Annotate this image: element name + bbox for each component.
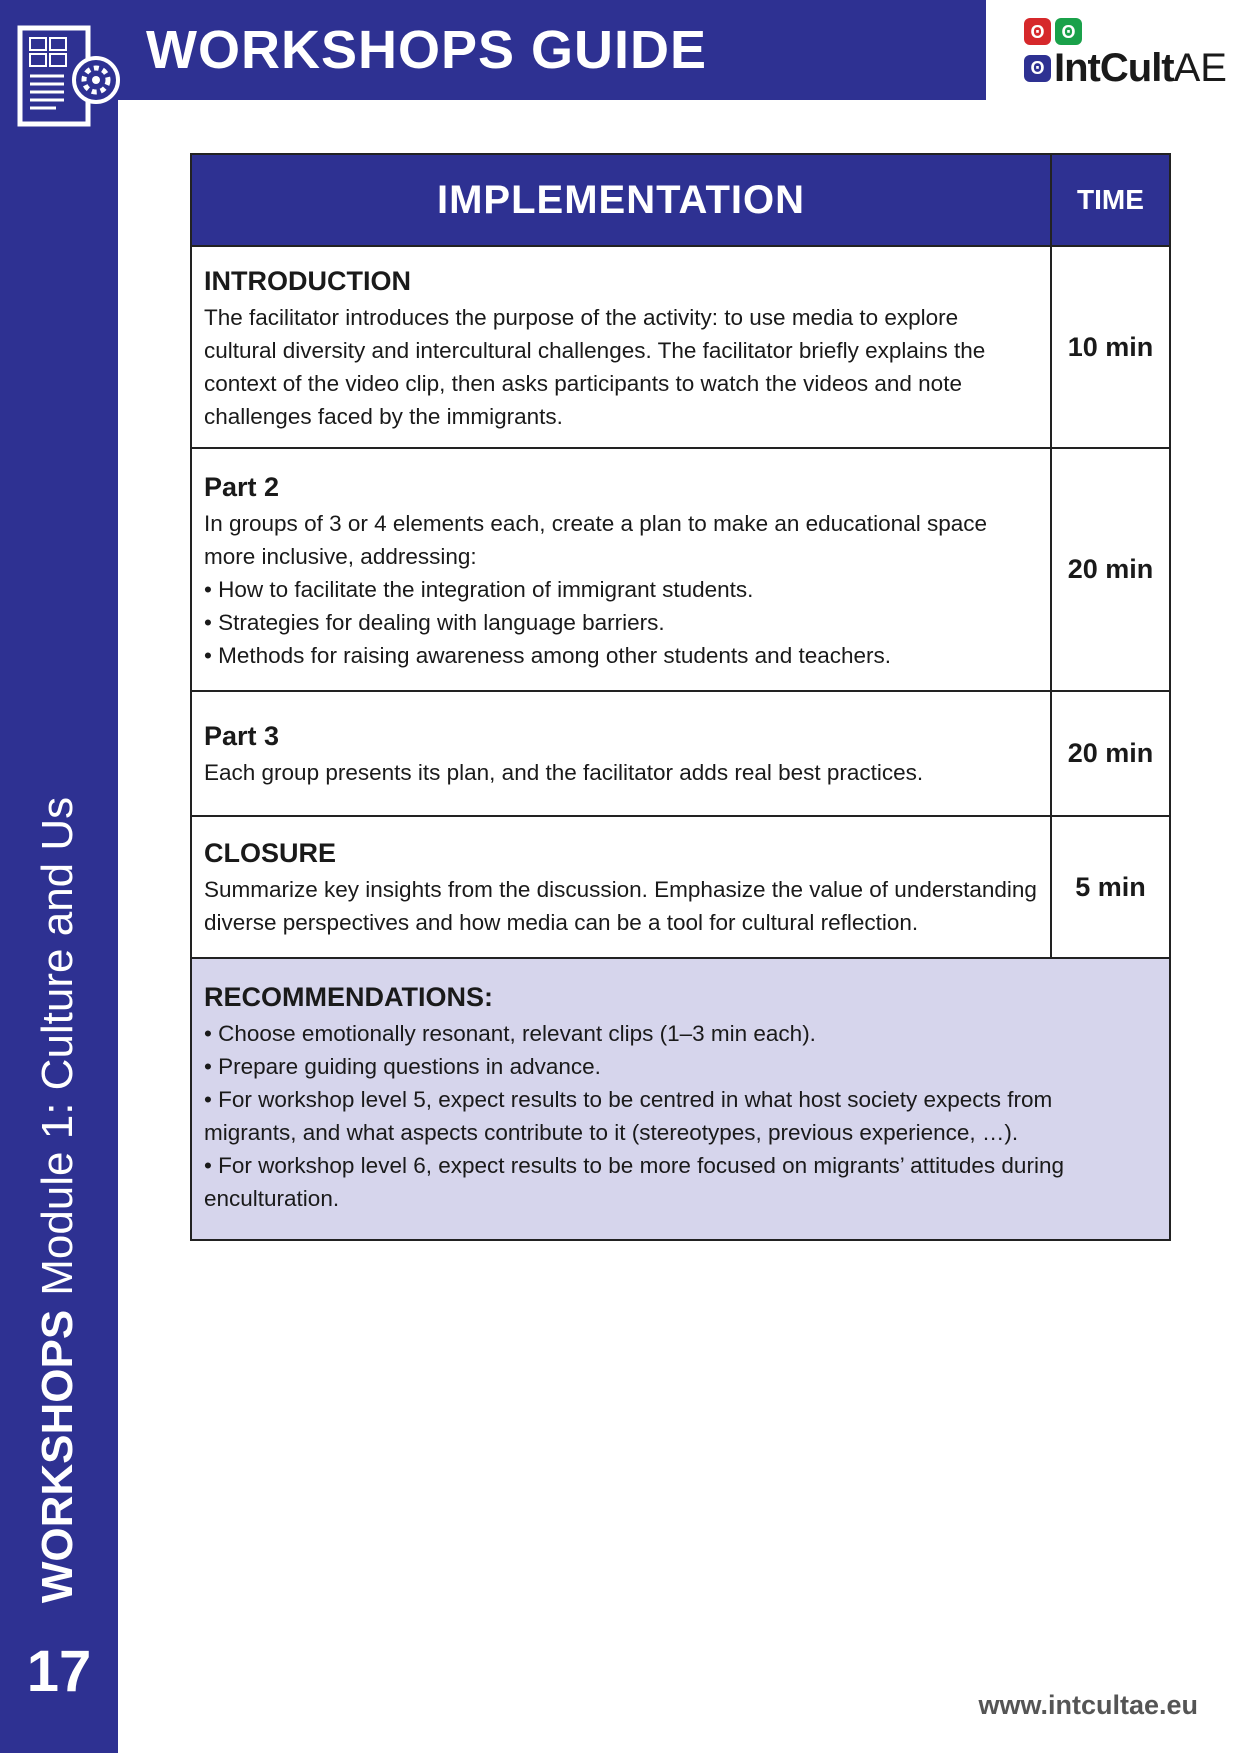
page-title: WORKSHOPS GUIDE (146, 20, 708, 80)
row-text-line: • Strategies for dealing with language barriers. (204, 610, 665, 635)
sidebar-vertical-label (33, 797, 83, 1603)
logo-red-icon: ʘ (1024, 18, 1051, 45)
row-text-line: • Methods for raising awareness among other students and teachers. (204, 643, 892, 668)
table-row (191, 448, 1170, 691)
row-text-line: diverse perspectives and how media can be a tool for cultural reflection. (204, 910, 919, 935)
logo-mark (1024, 18, 1214, 45)
row-text-line: Summarize key insights from the discussion. Emphasize the value of understanding (204, 877, 1037, 902)
recommendations-title: RECOMMENDATIONS: (204, 982, 493, 1012)
workshop-guide-icon (16, 24, 120, 132)
row-text-line: The facilitator introduces the purpose of the activity: to use media to explore (204, 305, 959, 330)
table-header-row (191, 154, 1170, 246)
row-time: 20 min (1051, 691, 1170, 816)
recommendation-line: • For workshop level 5, expect results to be centred in what host society expects from (204, 1087, 1053, 1112)
table-row (191, 691, 1170, 816)
row-title: INTRODUCTION (204, 266, 411, 296)
header-time: TIME (1051, 154, 1170, 246)
table-row (191, 816, 1170, 958)
row-text-line: Each group presents its plan, and the facilitator adds real best practices. (204, 760, 924, 785)
logo-text-light: AE (1173, 46, 1227, 90)
footer-website-link[interactable]: www.intcultae.eu (978, 1690, 1198, 1720)
row-time: 20 min (1051, 448, 1170, 691)
recommendation-line: enculturation. (204, 1186, 340, 1211)
sidebar-label-module: Module 1: Culture and Us (33, 796, 82, 1296)
row-time: 5 min (1051, 816, 1170, 958)
header-implementation: IMPLEMENTATION (191, 154, 1051, 246)
row-time: 10 min (1051, 246, 1170, 448)
implementation-table (190, 153, 1171, 1241)
recommendation-line: • Choose emotionally resonant, relevant clips (1–3 min each). (204, 1021, 816, 1046)
page-number: 17 (26, 1639, 92, 1704)
logo-blue-icon: ʘ (1024, 55, 1051, 82)
logo-text-bold: IntCult (1054, 46, 1174, 90)
row-title: CLOSURE (204, 838, 337, 868)
recommendations-row (191, 958, 1170, 1240)
row-text-line: challenges faced by the immigrants. (204, 404, 563, 429)
recommendation-line: migrants, and what aspects contribute to it (stereotypes, previous experience, …). (204, 1120, 1019, 1145)
row-text-line: more inclusive, addressing: (204, 544, 477, 569)
intcultae-logo (1024, 18, 1227, 90)
logo-green-icon: ʘ (1055, 18, 1082, 45)
row-title: Part 3 (204, 721, 280, 751)
row-text-line: context of the video clip, then asks participants to watch the videos and note (204, 371, 962, 396)
recommendation-line: • For workshop level 6, expect results to be more focused on migrants’ attitudes during (204, 1153, 1064, 1178)
row-text-line: In groups of 3 or 4 elements each, create a plan to make an educational space (204, 511, 987, 536)
recommendation-line: • Prepare guiding questions in advance. (204, 1054, 601, 1079)
row-title: Part 2 (204, 472, 280, 502)
row-text-line: • How to facilitate the integration of immigrant students. (204, 577, 754, 602)
sidebar-label-bold: WORKSHOPS (33, 1309, 82, 1604)
row-text-line: cultural diversity and intercultural challenges. The facilitator briefly explains the (204, 338, 986, 363)
table-row (191, 246, 1170, 448)
